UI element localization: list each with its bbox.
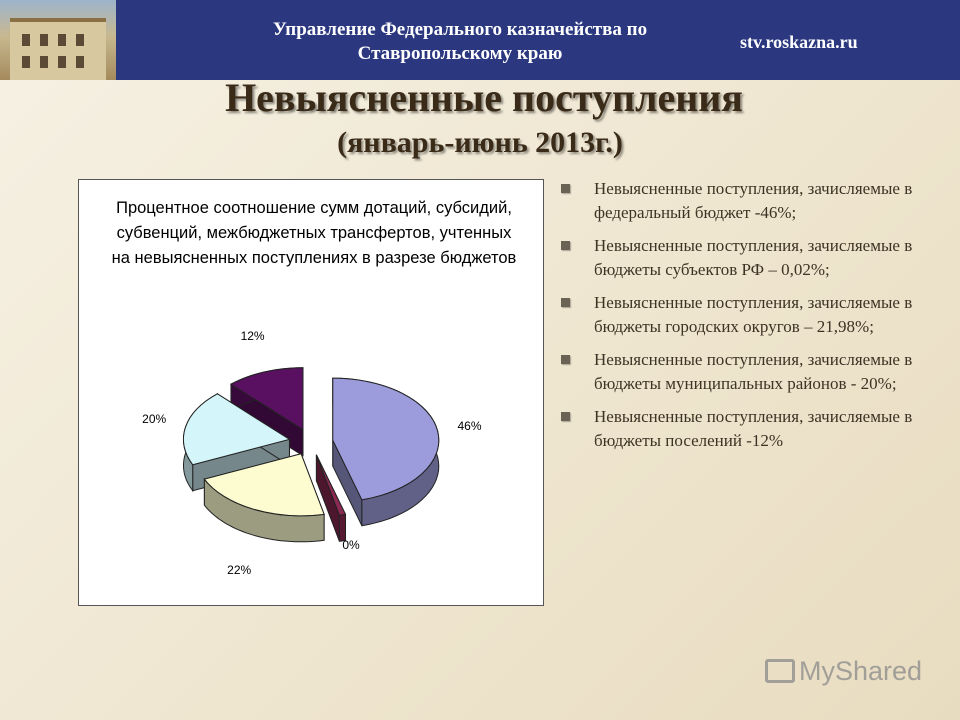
bullet-icon bbox=[561, 241, 570, 250]
slide-title: Невыясненные поступления bbox=[225, 75, 743, 120]
bullet-list bbox=[558, 177, 938, 462]
list-item: Невыясненные поступления, зачисляемые в бюджеты городских округов – 21,98%; bbox=[558, 291, 938, 339]
pie-slice-label: 0% bbox=[342, 538, 360, 552]
site-url: stv.roskazna.ru bbox=[740, 32, 858, 52]
pie-slice-label: 46% bbox=[457, 419, 482, 434]
watermark-logo: MyShared bbox=[765, 656, 922, 687]
pie-slice-label: 12% bbox=[240, 328, 265, 343]
list-item: Невыясненные поступления, зачисляемые в бюджеты муниципальных районов - 20%; bbox=[558, 348, 938, 396]
chart-panel bbox=[78, 179, 544, 606]
pie-slice-label: 22% bbox=[227, 562, 252, 577]
bullet-icon bbox=[561, 355, 570, 364]
slide-subtitle: (январь-июнь 2013г.) bbox=[337, 126, 623, 159]
pie-slice bbox=[333, 378, 439, 526]
chart-title: Процентное соотношение сумм дотаций, субсидий, субвенций, межбюджетных трансфертов, учтенных на невыясненных поступлениях в разрезе бюджетов bbox=[111, 199, 517, 267]
header-banner bbox=[0, 0, 960, 80]
bullet-icon bbox=[561, 298, 570, 307]
bullet-icon bbox=[561, 184, 570, 193]
organization-name: Управление Федерального казначейства по Ставропольскому краю bbox=[272, 19, 648, 64]
bullet-icon bbox=[561, 412, 570, 421]
building-photo bbox=[0, 0, 116, 80]
list-item: Невыясненные поступления, зачисляемые в федеральный бюджет -46%; bbox=[558, 177, 938, 225]
pie-slice-label: 20% bbox=[142, 412, 167, 427]
logo-icon bbox=[765, 659, 795, 683]
list-item: Невыясненные поступления, зачисляемые в бюджеты субъектов РФ – 0,02%; bbox=[558, 234, 938, 282]
list-item: Невыясненные поступления, зачисляемые в бюджеты поселений -12% bbox=[558, 405, 938, 453]
pie-chart bbox=[79, 180, 543, 605]
